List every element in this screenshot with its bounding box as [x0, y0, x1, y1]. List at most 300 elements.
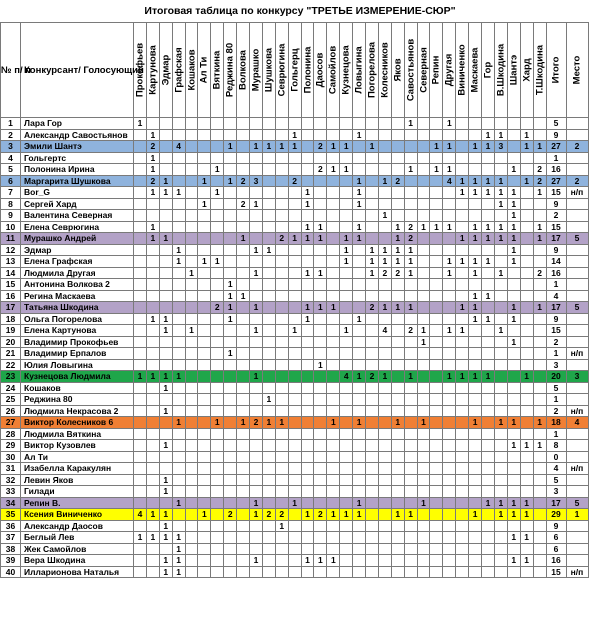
vote-cell: [288, 244, 301, 256]
vote-cell: [456, 198, 469, 210]
vote-cell: [262, 336, 275, 348]
vote-cell: [327, 359, 340, 371]
vote-cell: 1: [494, 221, 507, 233]
vote-cell: [159, 302, 172, 314]
vote-cell: [185, 210, 198, 222]
vote-cell: [198, 141, 211, 153]
vote-cell: [482, 325, 495, 337]
vote-cell: [469, 348, 482, 360]
place-cell: 3: [566, 371, 588, 383]
vote-cell: 1: [404, 118, 417, 130]
vote-cell: 1: [533, 417, 546, 429]
vote-cell: 1: [340, 325, 353, 337]
vote-cell: [288, 267, 301, 279]
vote-cell: 1: [469, 256, 482, 268]
results-table-container: [0, 22, 589, 578]
vote-cell: [134, 405, 147, 417]
vote-cell: [378, 187, 391, 199]
vote-cell: [224, 233, 237, 245]
vote-cell: [275, 279, 288, 291]
table-row: [1, 118, 589, 130]
vote-cell: 1: [146, 532, 159, 544]
place-cell: [566, 279, 588, 291]
vote-cell: [482, 509, 495, 521]
vote-cell: [327, 371, 340, 383]
contestant-name: Илларионова Наталья: [21, 566, 134, 578]
vote-cell: 1: [146, 164, 159, 176]
vote-cell: [404, 440, 417, 452]
vote-cell: [430, 440, 443, 452]
vote-cell: [340, 497, 353, 509]
vote-cell: [262, 440, 275, 452]
header-voter-label: Другая: [443, 53, 455, 87]
vote-cell: 1: [237, 233, 250, 245]
vote-cell: [404, 566, 417, 578]
vote-cell: 1: [507, 417, 520, 429]
vote-cell: [237, 359, 250, 371]
vote-cell: [237, 405, 250, 417]
header-contestant: Конкурсант/ Голосующий: [21, 23, 134, 118]
vote-cell: 1: [353, 371, 366, 383]
vote-cell: 1: [288, 233, 301, 245]
vote-cell: [494, 256, 507, 268]
vote-cell: [507, 451, 520, 463]
vote-cell: [172, 428, 185, 440]
vote-cell: [314, 187, 327, 199]
vote-cell: [417, 486, 430, 498]
vote-cell: [211, 325, 224, 337]
vote-cell: [250, 405, 263, 417]
vote-cell: [430, 451, 443, 463]
vote-cell: [250, 348, 263, 360]
row-number: 31: [1, 463, 21, 475]
vote-cell: [456, 336, 469, 348]
place-cell: [566, 555, 588, 567]
vote-cell: [340, 405, 353, 417]
vote-cell: [378, 221, 391, 233]
vote-cell: 1: [224, 141, 237, 153]
header-voter: [314, 23, 327, 118]
vote-cell: [378, 129, 391, 141]
vote-cell: [456, 532, 469, 544]
total-cell: 5: [546, 118, 566, 130]
vote-cell: 1: [172, 566, 185, 578]
vote-cell: [198, 382, 211, 394]
vote-cell: [353, 164, 366, 176]
table-row: [1, 486, 589, 498]
vote-cell: [443, 210, 456, 222]
vote-cell: [288, 371, 301, 383]
header-voter-label: Репин: [430, 55, 442, 85]
vote-cell: [366, 359, 379, 371]
vote-cell: 1: [482, 233, 495, 245]
vote-cell: [224, 486, 237, 498]
vote-cell: 2: [224, 509, 237, 521]
vote-cell: 1: [378, 244, 391, 256]
vote-cell: [430, 118, 443, 130]
vote-cell: [198, 302, 211, 314]
vote-cell: [314, 348, 327, 360]
vote-cell: [237, 566, 250, 578]
vote-cell: 1: [327, 164, 340, 176]
place-cell: 5: [566, 497, 588, 509]
table-row: [1, 474, 589, 486]
vote-cell: [134, 198, 147, 210]
vote-cell: [262, 164, 275, 176]
vote-cell: [288, 348, 301, 360]
vote-cell: 1: [288, 129, 301, 141]
vote-cell: [378, 152, 391, 164]
vote-cell: [378, 566, 391, 578]
vote-cell: [275, 543, 288, 555]
vote-cell: [417, 451, 430, 463]
header-voter: [391, 23, 404, 118]
vote-cell: [404, 210, 417, 222]
vote-cell: [146, 566, 159, 578]
total-cell: 1: [546, 394, 566, 406]
vote-cell: [507, 141, 520, 153]
vote-cell: [456, 463, 469, 475]
vote-cell: [327, 520, 340, 532]
vote-cell: [314, 543, 327, 555]
vote-cell: [456, 440, 469, 452]
vote-cell: [314, 405, 327, 417]
vote-cell: 1: [172, 256, 185, 268]
vote-cell: 1: [507, 210, 520, 222]
vote-cell: [250, 221, 263, 233]
vote-cell: [224, 359, 237, 371]
table-row: [1, 164, 589, 176]
header-voter-label: Графская: [173, 47, 185, 93]
row-number: 26: [1, 405, 21, 417]
vote-cell: [211, 279, 224, 291]
total-cell: 15: [546, 221, 566, 233]
vote-cell: [262, 463, 275, 475]
vote-cell: [482, 336, 495, 348]
vote-cell: 1: [520, 141, 533, 153]
vote-cell: [224, 543, 237, 555]
vote-cell: [262, 520, 275, 532]
vote-cell: 1: [494, 129, 507, 141]
vote-cell: [146, 382, 159, 394]
vote-cell: [482, 486, 495, 498]
contestant-name: Ольга Погорелова: [21, 313, 134, 325]
vote-cell: [353, 210, 366, 222]
vote-cell: [211, 463, 224, 475]
vote-cell: [533, 509, 546, 521]
total-cell: 5: [546, 382, 566, 394]
vote-cell: [378, 348, 391, 360]
vote-cell: [443, 244, 456, 256]
vote-cell: 1: [340, 509, 353, 521]
vote-cell: [172, 233, 185, 245]
vote-cell: [533, 313, 546, 325]
vote-cell: [404, 279, 417, 291]
vote-cell: [494, 359, 507, 371]
vote-cell: [159, 198, 172, 210]
vote-cell: [250, 187, 263, 199]
table-row: [1, 267, 589, 279]
vote-cell: 1: [494, 417, 507, 429]
vote-cell: [262, 497, 275, 509]
vote-cell: 1: [520, 497, 533, 509]
header-voter-label: Место: [571, 55, 583, 85]
vote-cell: [185, 336, 198, 348]
contestant-name: Елена Графская: [21, 256, 134, 268]
vote-cell: [456, 152, 469, 164]
vote-cell: 1: [378, 210, 391, 222]
vote-cell: [340, 187, 353, 199]
vote-cell: [366, 152, 379, 164]
vote-cell: [430, 244, 443, 256]
vote-cell: [224, 555, 237, 567]
vote-cell: [507, 279, 520, 291]
vote-cell: [456, 244, 469, 256]
vote-cell: [456, 290, 469, 302]
contestant-name: Жек Самойлов: [21, 543, 134, 555]
vote-cell: [224, 463, 237, 475]
vote-cell: [391, 141, 404, 153]
vote-cell: [224, 451, 237, 463]
vote-cell: [172, 405, 185, 417]
vote-cell: [469, 210, 482, 222]
vote-cell: [378, 428, 391, 440]
vote-cell: 1: [391, 244, 404, 256]
vote-cell: [353, 566, 366, 578]
vote-cell: 1: [314, 267, 327, 279]
vote-cell: [146, 118, 159, 130]
vote-cell: [417, 405, 430, 417]
vote-cell: 1: [456, 325, 469, 337]
vote-cell: [237, 451, 250, 463]
vote-cell: [456, 486, 469, 498]
vote-cell: [430, 417, 443, 429]
vote-cell: [250, 428, 263, 440]
vote-cell: [224, 152, 237, 164]
vote-cell: [533, 532, 546, 544]
vote-cell: [134, 348, 147, 360]
vote-cell: 1: [353, 233, 366, 245]
vote-cell: [159, 129, 172, 141]
vote-cell: [327, 221, 340, 233]
vote-cell: [301, 520, 314, 532]
vote-cell: [366, 233, 379, 245]
vote-cell: [417, 555, 430, 567]
vote-cell: 1: [404, 244, 417, 256]
vote-cell: [288, 164, 301, 176]
vote-cell: [211, 451, 224, 463]
vote-cell: [456, 359, 469, 371]
vote-cell: [507, 405, 520, 417]
vote-cell: [456, 348, 469, 360]
vote-cell: [340, 279, 353, 291]
vote-cell: [288, 302, 301, 314]
vote-cell: [224, 336, 237, 348]
vote-cell: [250, 382, 263, 394]
vote-cell: [301, 118, 314, 130]
vote-cell: 1: [146, 129, 159, 141]
vote-cell: [159, 221, 172, 233]
vote-cell: [494, 210, 507, 222]
vote-cell: [443, 336, 456, 348]
vote-cell: [366, 566, 379, 578]
vote-cell: 1: [146, 509, 159, 521]
contestant-name: Александр Савостьянов: [21, 129, 134, 141]
vote-cell: [301, 474, 314, 486]
vote-cell: [237, 302, 250, 314]
vote-cell: [198, 279, 211, 291]
vote-cell: 2: [146, 175, 159, 187]
vote-cell: [301, 543, 314, 555]
vote-cell: [159, 118, 172, 130]
vote-cell: [391, 290, 404, 302]
vote-cell: [198, 497, 211, 509]
vote-cell: [314, 313, 327, 325]
vote-cell: [520, 267, 533, 279]
vote-cell: [507, 428, 520, 440]
vote-cell: [366, 555, 379, 567]
vote-cell: [224, 210, 237, 222]
vote-cell: 1: [366, 141, 379, 153]
vote-cell: [327, 474, 340, 486]
total-cell: 2: [546, 336, 566, 348]
vote-cell: [301, 129, 314, 141]
vote-cell: 1: [262, 394, 275, 406]
contestant-name: Левин Яков: [21, 474, 134, 486]
vote-cell: [185, 279, 198, 291]
vote-cell: [237, 440, 250, 452]
vote-cell: [378, 164, 391, 176]
vote-cell: [134, 187, 147, 199]
vote-cell: [327, 382, 340, 394]
vote-cell: [391, 543, 404, 555]
vote-cell: [482, 302, 495, 314]
vote-cell: [391, 152, 404, 164]
vote-cell: 1: [520, 532, 533, 544]
vote-cell: [134, 290, 147, 302]
vote-cell: [288, 509, 301, 521]
row-number: 12: [1, 244, 21, 256]
vote-cell: 1: [507, 244, 520, 256]
vote-cell: [237, 187, 250, 199]
header-voter-label: Волкова: [237, 50, 249, 90]
vote-cell: 1: [159, 371, 172, 383]
vote-cell: [533, 348, 546, 360]
vote-cell: [494, 440, 507, 452]
header-row: [1, 23, 589, 118]
vote-cell: [314, 118, 327, 130]
vote-cell: 1: [353, 221, 366, 233]
vote-cell: 1: [353, 187, 366, 199]
place-cell: [566, 164, 588, 176]
vote-cell: [417, 382, 430, 394]
vote-cell: [275, 244, 288, 256]
vote-cell: 1: [224, 175, 237, 187]
vote-cell: [198, 543, 211, 555]
vote-cell: [172, 152, 185, 164]
vote-cell: [533, 497, 546, 509]
vote-cell: 1: [494, 497, 507, 509]
total-cell: 8: [546, 440, 566, 452]
vote-cell: 1: [533, 221, 546, 233]
table-row: [1, 279, 589, 291]
vote-cell: [507, 394, 520, 406]
vote-cell: [443, 417, 456, 429]
vote-cell: 1: [494, 233, 507, 245]
vote-cell: [211, 233, 224, 245]
header-voter: [482, 23, 495, 118]
vote-cell: [353, 244, 366, 256]
table-row: [1, 520, 589, 532]
vote-cell: [404, 474, 417, 486]
vote-cell: [469, 405, 482, 417]
vote-cell: [340, 336, 353, 348]
vote-cell: [146, 543, 159, 555]
vote-cell: [262, 302, 275, 314]
place-cell: [566, 532, 588, 544]
vote-cell: [314, 474, 327, 486]
vote-cell: 1: [533, 233, 546, 245]
vote-cell: [533, 520, 546, 532]
total-cell: 1: [546, 428, 566, 440]
vote-cell: 1: [134, 118, 147, 130]
vote-cell: [533, 405, 546, 417]
vote-cell: [507, 520, 520, 532]
vote-cell: [185, 256, 198, 268]
vote-cell: [159, 210, 172, 222]
vote-cell: [378, 359, 391, 371]
vote-cell: [353, 440, 366, 452]
vote-cell: [159, 290, 172, 302]
vote-cell: [378, 382, 391, 394]
vote-cell: [275, 428, 288, 440]
vote-cell: [340, 267, 353, 279]
vote-cell: [404, 555, 417, 567]
vote-cell: [198, 440, 211, 452]
header-voter-label: Эдмар: [160, 54, 172, 86]
row-number: 29: [1, 440, 21, 452]
vote-cell: [275, 210, 288, 222]
vote-cell: [172, 474, 185, 486]
vote-cell: 1: [301, 221, 314, 233]
vote-cell: [443, 474, 456, 486]
total-cell: 27: [546, 175, 566, 187]
vote-cell: [237, 509, 250, 521]
vote-cell: [340, 555, 353, 567]
vote-cell: 1: [353, 417, 366, 429]
vote-cell: 1: [159, 532, 172, 544]
vote-cell: 1: [404, 509, 417, 521]
vote-cell: 2: [391, 267, 404, 279]
table-row: [1, 244, 589, 256]
vote-cell: [507, 290, 520, 302]
vote-cell: [185, 141, 198, 153]
vote-cell: [172, 520, 185, 532]
vote-cell: [314, 520, 327, 532]
header-total: [546, 23, 566, 118]
row-number: 2: [1, 129, 21, 141]
vote-cell: [456, 566, 469, 578]
vote-cell: 2: [275, 509, 288, 521]
total-cell: 15: [546, 566, 566, 578]
place-cell: [566, 440, 588, 452]
vote-cell: [224, 267, 237, 279]
vote-cell: [366, 210, 379, 222]
vote-cell: [533, 394, 546, 406]
vote-cell: [404, 198, 417, 210]
vote-cell: [237, 221, 250, 233]
vote-cell: [275, 267, 288, 279]
